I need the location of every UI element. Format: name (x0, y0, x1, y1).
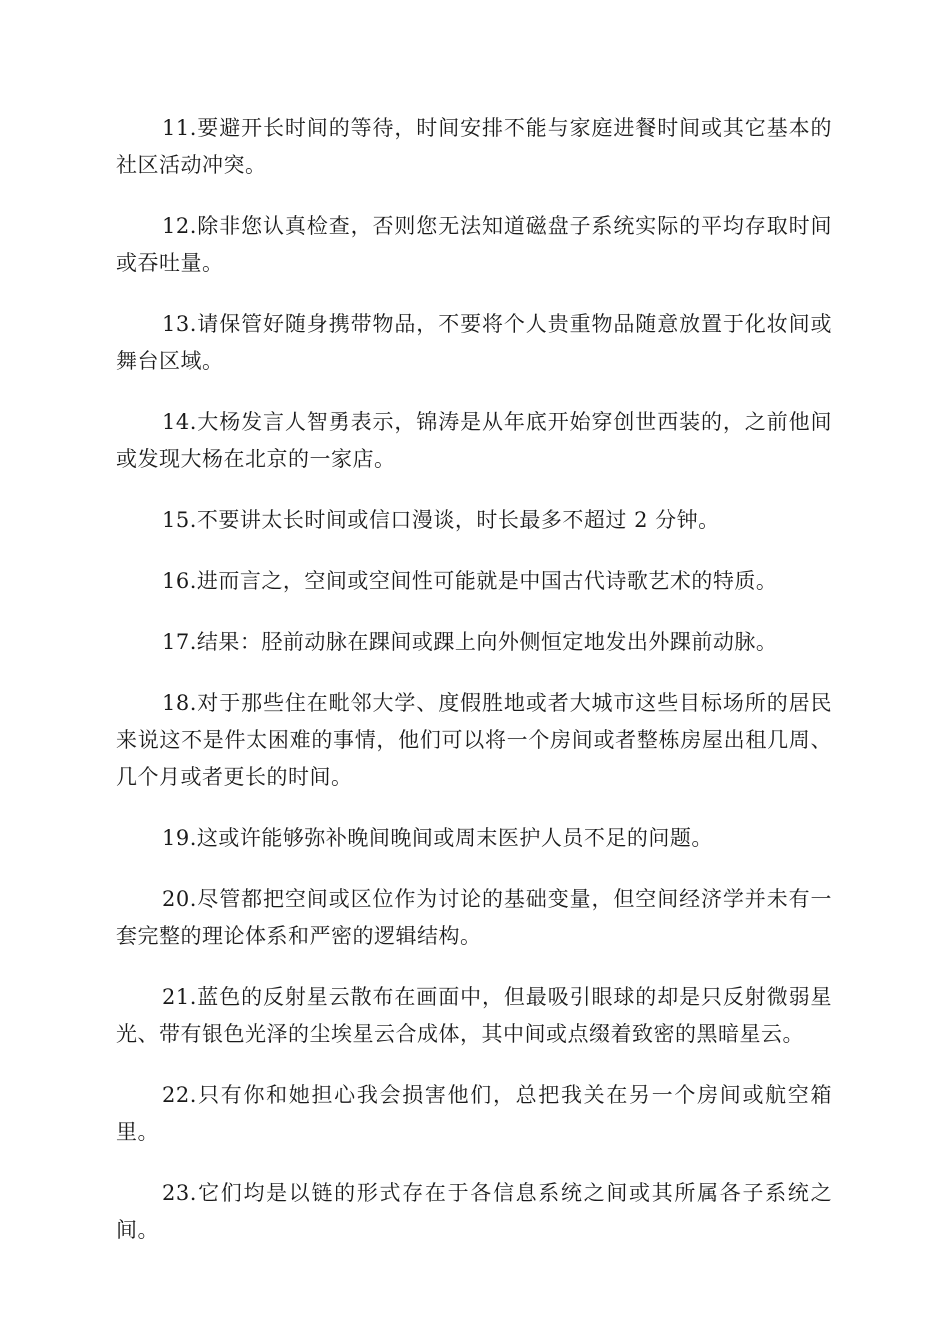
sentence-12: 12.除非您认真检查，否则您无法知道磁盘子系统实际的平均存取时间或吞吐量。 (116, 214, 832, 275)
sentence-17: 17.结果：胫前动脉在踝间或踝上向外侧恒定地发出外踝前动脉。 (162, 630, 778, 654)
sentence-22: 22.只有你和她担心我会损害他们，总把我关在另一个房间或航空箱里。 (116, 1083, 832, 1144)
sentence-18: 18.对于那些住在毗邻大学、度假胜地或者大城市这些目标场所的居民来说这不是件太困难的事情，他们可以将一个房间或者整栋房屋出租几周、几个月或者更长的时间。 (116, 691, 832, 789)
sentence-21: 21.蓝色的反射星云散布在画面中，但最吸引眼球的却是只反射微弱星光、带有银色光泽的尘埃星云合成体，其中间或点缀着致密的黑暗星云。 (116, 985, 832, 1046)
sentence-16: 16.进而言之，空间或空间性可能就是中国古代诗歌艺术的特质。 (162, 569, 778, 593)
sentence-11: 11.要避开长时间的等待，时间安排不能与家庭进餐时间或其它基本的社区活动冲突。 (116, 116, 832, 177)
sentence-19: 19.这或许能够弥补晚间晚间或周末医护人员不足的问题。 (162, 826, 713, 850)
sentence-14: 14.大杨发言人智勇表示，锦涛是从年底开始穿创世西装的，之前他间或发现大杨在北京的一家店。 (116, 410, 832, 471)
sentence-20: 20.尽管都把空间或区位作为讨论的基础变量，但空间经济学并未有一套完整的理论体系和严密的逻辑结构。 (116, 887, 832, 948)
sentence-13: 13.请保管好随身携带物品，不要将个人贵重物品随意放置于化妆间或舞台区域。 (116, 312, 832, 373)
sentence-23: 23.它们均是以链的形式存在于各信息系统之间或其所属各子系统之间。 (116, 1181, 832, 1242)
sentence-15: 15.不要讲太长时间或信口漫谈，时长最多不超过 2 分钟。 (162, 508, 720, 532)
